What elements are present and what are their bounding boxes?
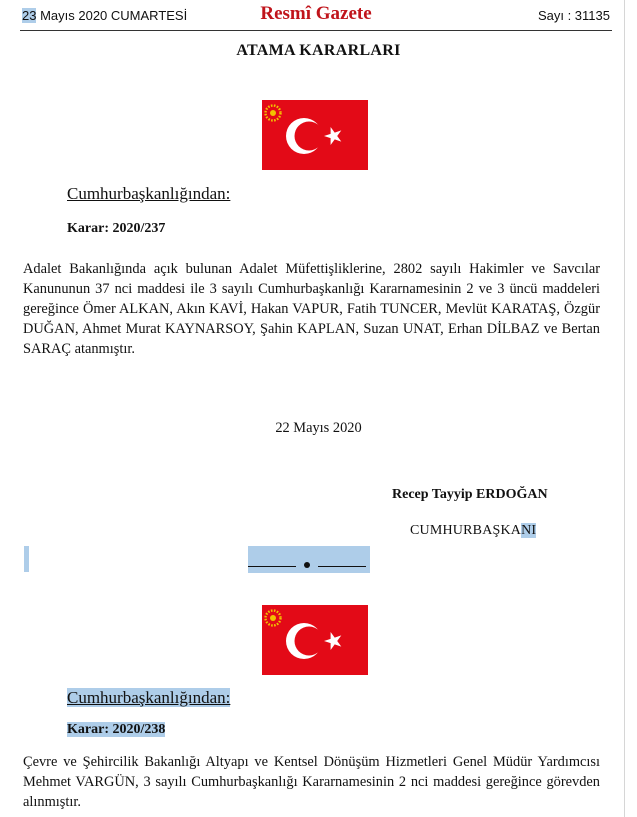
separator-line — [248, 566, 296, 567]
signer-title-main: CUMHURBAŞKA — [410, 523, 522, 538]
gazette-header — [20, 4, 612, 31]
decision-number — [67, 722, 165, 738]
separator-line — [318, 566, 366, 567]
decision-number: Karar: 2020/237 — [67, 221, 166, 236]
turkish-flag-icon — [262, 605, 368, 675]
decision-date: 22 Mayıs 2020 — [275, 420, 362, 436]
issue-number: Sayı : 31135 — [537, 8, 610, 23]
decision-body: Adalet Bakanlığında açık bulunan Adalet Müfettişliklerine, 2802 sayılı Hakimler ve Savcılar Kanununun 37 nci maddesi ile 3 sayılı Cumhurbaşkanlığı Kararnamesinin 2 ve 3 üncü maddeleri gereğince Ömer ALKAN, Akın KAVİ, Hakan VAPUR, Fatih TUNCER, Mevlüt KARATAŞ, Özgür DUĞAN, Ahmet Murat KAYNARSOY, Şahin KAPLAN, Suzan UNAT, Erhan DİLBAZ ve Bertan SARAÇ atanmıştır. — [23, 261, 600, 357]
section-title: ATAMA KARARLARI — [236, 42, 401, 59]
signer-name: Recep Tayyip ERDOĞAN — [392, 487, 548, 502]
selection-highlight — [24, 546, 29, 572]
issuer-heading — [67, 688, 230, 708]
decision-number-selected: Karar: 2020/238 — [67, 722, 166, 737]
issuer-heading-selected: Cumhurbaşkanlığından: — [67, 688, 231, 707]
page-edge-rule — [624, 0, 625, 817]
signer-title-selected: NI — [521, 523, 537, 538]
signer-title — [410, 523, 536, 539]
turkish-flag-icon — [262, 100, 368, 170]
gazette-title: Resmî Gazete — [260, 3, 372, 24]
separator-ornament — [248, 546, 370, 573]
issuer-heading: Cumhurbaşkanlığından: — [67, 184, 231, 203]
decision-body: Çevre ve Şehircilik Bakanlığı Altyapı ve Kentsel Dönüşüm Hizmetleri Genel Müdür Yardımcısı Mehmet VARGÜN, 3 sayılı Cumhurbaşkanlığı Kararnamesinin 2 nci maddesi gereğince görevden alınmıştır. — [23, 754, 600, 810]
header-date-day-selected: 23 — [22, 8, 37, 23]
separator-dot — [304, 562, 310, 568]
header-date-rest: Mayıs 2020 CUMARTESİ — [36, 8, 188, 23]
